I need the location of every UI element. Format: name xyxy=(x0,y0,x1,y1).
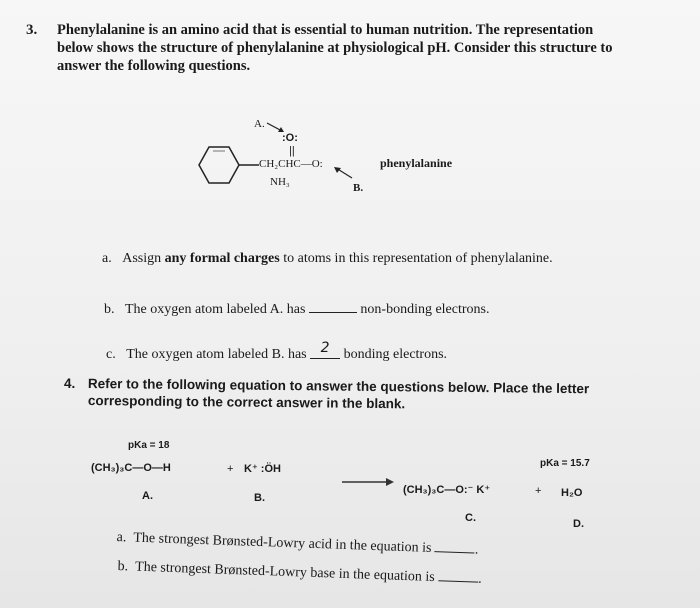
q4-part-a-answer-blank[interactable] xyxy=(435,539,475,553)
label-a-oxygen: A. xyxy=(254,118,265,130)
product-1: (CH₃)₃C—O:⁻ K⁺ xyxy=(403,484,491,496)
main-chain: CH₂CHC—O: xyxy=(259,158,323,170)
q3-part-a-text-2: to atoms in this representation of phenylalanine. xyxy=(279,251,553,266)
q4-part-a-letter: a. xyxy=(116,529,127,546)
q3-part-c-letter: c. xyxy=(106,347,116,362)
q3-part-b xyxy=(104,300,490,318)
q3-part-c-handwritten-answer: 2 xyxy=(320,340,330,356)
q4-part-a-text: The strongest Brønsted-Lowry acid in the equation is xyxy=(133,530,432,556)
q3-text-line-3: answer the following questions. xyxy=(57,58,251,74)
q3-text-line-1: Phenylalanine is an amino acid that is essential to human nutrition. The representation xyxy=(57,22,594,38)
q4-part-b-letter: b. xyxy=(117,558,129,575)
label-b-species: B. xyxy=(254,492,265,504)
label-d-species: D. xyxy=(573,518,584,530)
label-a-species: A. xyxy=(142,490,153,502)
q4-part-b-end: . xyxy=(477,571,482,587)
q4-part-a xyxy=(116,528,478,559)
q3-number: 3. xyxy=(26,22,38,38)
q3-part-b-answer-blank[interactable] xyxy=(309,300,357,313)
q3-part-a-letter: a. xyxy=(102,251,112,266)
q3-part-c-text-1: The oxygen atom labeled B. has xyxy=(126,347,307,362)
reactant-1: (CH₃)₃C—O—H xyxy=(91,462,171,474)
q3-part-a-text-1: Assign xyxy=(122,251,165,266)
q3-part-b-text-2: non-bonding electrons. xyxy=(360,302,490,317)
benzene-ring-icon xyxy=(185,135,265,195)
top-oxygen: :O: xyxy=(282,132,298,144)
arrow-b-icon xyxy=(332,164,356,180)
pka-left: pKa = 18 xyxy=(128,440,170,451)
q3-text-line-2: below shows the structure of phenylalanine at physiological pH. Consider this structure to xyxy=(57,40,613,56)
molecule-name: phenylalanine xyxy=(380,156,453,170)
label-c-species: C. xyxy=(465,512,476,524)
q3-part-b-text-1: The oxygen atom labeled A. has xyxy=(125,302,306,317)
q4-number: 4. xyxy=(64,376,76,391)
label-b-oxygen: B. xyxy=(353,182,364,194)
q3-part-a xyxy=(102,251,553,267)
q3-part-a-bold: any formal charges xyxy=(164,251,280,266)
q3-part-c xyxy=(106,340,448,363)
q4-part-b xyxy=(117,557,482,588)
product-2: H₂O xyxy=(561,487,583,499)
q4-text-line-1: Refer to the following equation to answer the questions below. Place the letter xyxy=(87,376,590,397)
q4-text-line-2: corresponding to the correct answer in the blank. xyxy=(87,393,406,412)
plus-sign-2: + xyxy=(535,485,542,497)
q3-part-b-letter: b. xyxy=(104,302,115,317)
q4-part-b-text: The strongest Brønsted-Lowry base in the equation is xyxy=(134,559,436,586)
q3-part-c-answer-blank[interactable] xyxy=(310,340,340,359)
q3-part-c-text-2: bonding electrons. xyxy=(343,347,448,362)
pka-right: pKa = 15.7 xyxy=(540,458,590,469)
reactant-2: K⁺ :ÖH xyxy=(244,463,281,475)
q4-part-a-end: . xyxy=(474,542,479,558)
plus-sign-1: + xyxy=(227,463,234,475)
nh3-group: NH₃ xyxy=(270,176,290,188)
q4-part-b-answer-blank[interactable] xyxy=(438,568,478,582)
reaction-arrow-icon xyxy=(340,476,396,488)
double-bond: || xyxy=(289,145,295,157)
